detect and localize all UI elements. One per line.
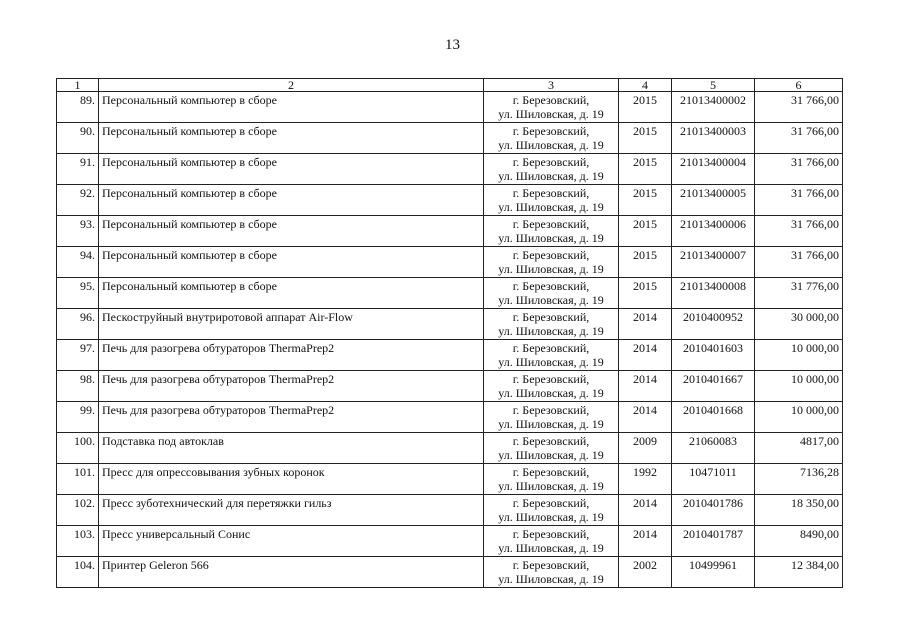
item-address (484, 216, 619, 247)
item-name: Персональный компьютер в сборе (99, 216, 484, 247)
address-city: г. Березовский, (512, 527, 590, 541)
item-name: Принтер Geleron 566 (99, 557, 484, 588)
item-year: 1992 (619, 464, 672, 495)
item-cost: 31 766,00 (755, 216, 843, 247)
address-street: ул. Шиловская, д. 19 (498, 200, 604, 214)
table-row (57, 123, 843, 154)
item-address (484, 123, 619, 154)
address-city: г. Березовский, (512, 186, 590, 200)
row-number: 104. (57, 557, 99, 588)
item-address (484, 92, 619, 123)
row-number: 96. (57, 309, 99, 340)
item-name: Персональный компьютер в сборе (99, 185, 484, 216)
address-city: г. Березовский, (512, 248, 590, 262)
item-address (484, 278, 619, 309)
table-row (57, 495, 843, 526)
address-city: г. Березовский, (512, 341, 590, 355)
row-number: 89. (57, 92, 99, 123)
item-address (484, 247, 619, 278)
address-street: ул. Шиловская, д. 19 (498, 572, 604, 586)
item-cost: 31 766,00 (755, 247, 843, 278)
item-inventory-number: 21013400007 (672, 247, 755, 278)
item-inventory-number: 21013400005 (672, 185, 755, 216)
item-cost: 31 766,00 (755, 154, 843, 185)
column-header-name: 2 (99, 79, 484, 92)
item-inventory-number: 2010401667 (672, 371, 755, 402)
table-body (57, 92, 843, 588)
item-cost: 10 000,00 (755, 371, 843, 402)
item-year: 2015 (619, 123, 672, 154)
address-city: г. Березовский, (512, 155, 590, 169)
row-number: 102. (57, 495, 99, 526)
item-address (484, 464, 619, 495)
address-city: г. Березовский, (512, 217, 590, 231)
item-year: 2015 (619, 92, 672, 123)
table-row (57, 371, 843, 402)
address-street: ул. Шиловская, д. 19 (498, 386, 604, 400)
item-address (484, 526, 619, 557)
item-cost: 18 350,00 (755, 495, 843, 526)
address-city: г. Березовский, (512, 93, 590, 107)
address-city: г. Березовский, (512, 403, 590, 417)
address-street: ул. Шиловская, д. 19 (498, 541, 604, 555)
table-row (57, 92, 843, 123)
item-address (484, 433, 619, 464)
address-city: г. Березовский, (512, 434, 590, 448)
item-inventory-number: 21060083 (672, 433, 755, 464)
item-inventory-number: 10471011 (672, 464, 755, 495)
item-name: Пресс зуботехнический для перетяжки гильз (99, 495, 484, 526)
item-cost: 4817,00 (755, 433, 843, 464)
item-year: 2014 (619, 526, 672, 557)
address-city: г. Березовский, (512, 124, 590, 138)
table-row (57, 216, 843, 247)
item-cost: 8490,00 (755, 526, 843, 557)
item-inventory-number: 21013400006 (672, 216, 755, 247)
item-address (484, 185, 619, 216)
column-header-address: 3 (484, 79, 619, 92)
row-number: 91. (57, 154, 99, 185)
item-inventory-number: 21013400003 (672, 123, 755, 154)
item-name: Печь для разогрева обтураторов ThermaPrep2 (99, 340, 484, 371)
table-row (57, 402, 843, 433)
item-cost: 30 000,00 (755, 309, 843, 340)
item-year: 2015 (619, 185, 672, 216)
item-year: 2014 (619, 340, 672, 371)
item-name: Пресс для опрессовывания зубных коронок (99, 464, 484, 495)
column-header-number: 1 (57, 79, 99, 92)
address-street: ул. Шиловская, д. 19 (498, 138, 604, 152)
table-row (57, 340, 843, 371)
row-number: 93. (57, 216, 99, 247)
table-row (57, 247, 843, 278)
column-header-inventory: 5 (672, 79, 755, 92)
address-city: г. Березовский, (512, 310, 590, 324)
row-number: 94. (57, 247, 99, 278)
address-city: г. Березовский, (512, 496, 590, 510)
item-cost: 10 000,00 (755, 340, 843, 371)
item-name: Пескоструйный внутриротовой аппарат Air-Flow (99, 309, 484, 340)
item-address (484, 495, 619, 526)
item-inventory-number: 2010401668 (672, 402, 755, 433)
address-street: ул. Шиловская, д. 19 (498, 479, 604, 493)
item-address (484, 402, 619, 433)
item-cost: 31 776,00 (755, 278, 843, 309)
table-row (57, 278, 843, 309)
table-row (57, 557, 843, 588)
address-street: ул. Шиловская, д. 19 (498, 355, 604, 369)
item-inventory-number: 2010401786 (672, 495, 755, 526)
address-city: г. Березовский, (512, 558, 590, 572)
row-number: 100. (57, 433, 99, 464)
table-row (57, 464, 843, 495)
item-cost: 7136,28 (755, 464, 843, 495)
address-street: ул. Шиловская, д. 19 (498, 448, 604, 462)
address-street: ул. Шиловская, д. 19 (498, 510, 604, 524)
item-cost: 31 766,00 (755, 123, 843, 154)
item-name: Персональный компьютер в сборе (99, 92, 484, 123)
item-inventory-number: 2010401787 (672, 526, 755, 557)
row-number: 90. (57, 123, 99, 154)
item-inventory-number: 21013400002 (672, 92, 755, 123)
address-city: г. Березовский, (512, 465, 590, 479)
table-row (57, 154, 843, 185)
table-row (57, 526, 843, 557)
item-cost: 10 000,00 (755, 402, 843, 433)
item-inventory-number: 2010401603 (672, 340, 755, 371)
item-inventory-number: 2010400952 (672, 309, 755, 340)
item-inventory-number: 10499961 (672, 557, 755, 588)
item-year: 2014 (619, 371, 672, 402)
table-header (57, 79, 843, 92)
row-number: 95. (57, 278, 99, 309)
item-year: 2014 (619, 309, 672, 340)
column-header-year: 4 (619, 79, 672, 92)
item-name: Пресс универсальный Сонис (99, 526, 484, 557)
item-cost: 31 766,00 (755, 185, 843, 216)
item-name: Печь для разогрева обтураторов ThermaPrep2 (99, 371, 484, 402)
item-year: 2015 (619, 154, 672, 185)
row-number: 103. (57, 526, 99, 557)
row-number: 101. (57, 464, 99, 495)
item-year: 2009 (619, 433, 672, 464)
property-table (56, 78, 843, 588)
column-header-cost: 6 (755, 79, 843, 92)
item-name: Персональный компьютер в сборе (99, 123, 484, 154)
address-street: ул. Шиловская, д. 19 (498, 324, 604, 338)
address-street: ул. Шиловская, д. 19 (498, 293, 604, 307)
item-cost: 12 384,00 (755, 557, 843, 588)
address-street: ул. Шиловская, д. 19 (498, 231, 604, 245)
item-inventory-number: 21013400008 (672, 278, 755, 309)
page-number: 13 (445, 37, 460, 53)
item-name: Персональный компьютер в сборе (99, 247, 484, 278)
item-year: 2015 (619, 216, 672, 247)
address-street: ул. Шиловская, д. 19 (498, 169, 604, 183)
row-number: 92. (57, 185, 99, 216)
row-number: 97. (57, 340, 99, 371)
item-year: 2014 (619, 495, 672, 526)
address-street: ул. Шиловская, д. 19 (498, 262, 604, 276)
item-address (484, 557, 619, 588)
item-address (484, 309, 619, 340)
address-street: ул. Шиловская, д. 19 (498, 107, 604, 121)
address-city: г. Березовский, (512, 279, 590, 293)
item-cost: 31 766,00 (755, 92, 843, 123)
item-year: 2015 (619, 247, 672, 278)
item-year: 2014 (619, 402, 672, 433)
item-address (484, 340, 619, 371)
item-address (484, 154, 619, 185)
item-inventory-number: 21013400004 (672, 154, 755, 185)
item-year: 2015 (619, 278, 672, 309)
item-name: Подставка под автоклав (99, 433, 484, 464)
row-number: 99. (57, 402, 99, 433)
item-name: Печь для разогрева обтураторов ThermaPrep2 (99, 402, 484, 433)
row-number: 98. (57, 371, 99, 402)
table-row (57, 185, 843, 216)
item-year: 2002 (619, 557, 672, 588)
address-city: г. Березовский, (512, 372, 590, 386)
item-name: Персональный компьютер в сборе (99, 278, 484, 309)
address-street: ул. Шиловская, д. 19 (498, 417, 604, 431)
item-name: Персональный компьютер в сборе (99, 154, 484, 185)
table-row (57, 433, 843, 464)
table-row (57, 309, 843, 340)
item-address (484, 371, 619, 402)
header-row (57, 79, 843, 92)
